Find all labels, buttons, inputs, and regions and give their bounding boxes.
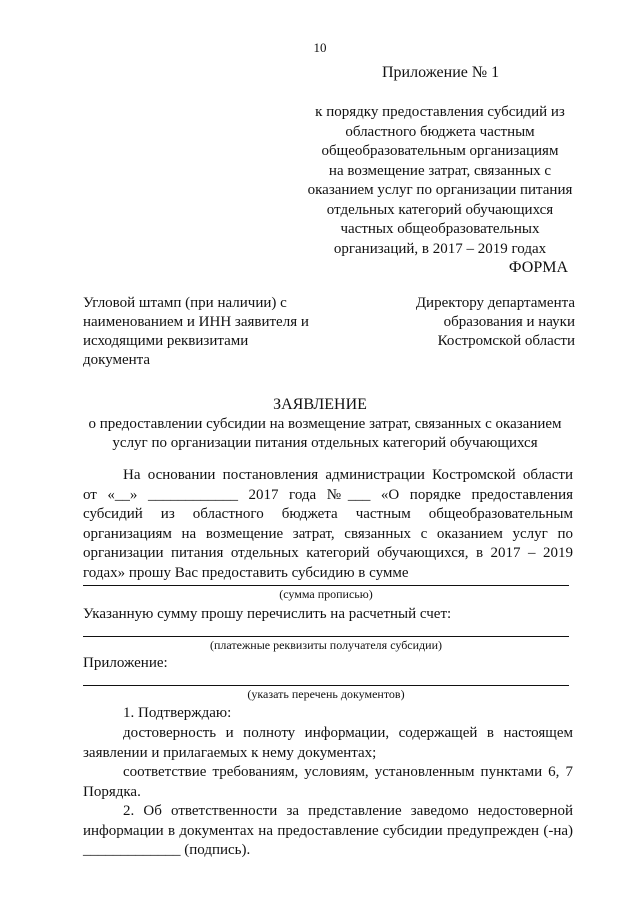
appendix-line: на возмещение затрат, связанных с [328, 162, 552, 179]
appendix-line: оказанием услуг по организации питания [307, 182, 573, 198]
main-paragraph: На основании постановления администрации Костромской области от «__» ____________ 2017 года №___ «О порядке предоставления субсидий из областного бюджета частным общеобразовательным организациям на возмещение затрат, связанных с оказанием услуг по организации питания отдельных категорий обучающихся, в 2017 – 2019 годах» прошу Вас предоставить субсидию в сумме [83, 467, 573, 581]
attachment-label: Приложение: [83, 655, 168, 671]
appendix-line: частных общеобразовательных [340, 221, 540, 237]
confirm-item-1: достоверность и полноту информации, содержащей в настоящем заявлении и прилагаемых к нему документах; [83, 725, 573, 761]
amount-caption: (сумма прописью) [279, 587, 373, 601]
addressee-line: Директору департамента [415, 295, 575, 311]
form-label: ФОРМА [508, 259, 568, 276]
confirm-item-2: соответствие требованиям, условиям, установленным пунктами 6, 7 Порядка. [83, 764, 573, 800]
stamp-line: наименованием и ИНН заявителя и [83, 314, 309, 330]
stamp-line: исходящими реквизитами [83, 333, 249, 349]
statement-title: ЗАЯВЛЕНИЕ [273, 396, 367, 413]
statement-subtitle [80, 415, 570, 453]
addressee-block [390, 294, 575, 351]
bank-caption: (платежные реквизиты получателя субсидии) [210, 638, 442, 652]
documents-caption: (указать перечень документов) [247, 687, 405, 701]
bank-details-line [83, 636, 569, 637]
addressee-line: Костромской области [437, 333, 575, 349]
documents-line [83, 685, 569, 686]
confirm-heading: 1. Подтверждаю: [123, 705, 232, 721]
appendix-description [290, 103, 590, 259]
stamp-line: документа [83, 352, 151, 368]
addressee-line: образования и науки [443, 314, 575, 330]
appendix-line: областного бюджета частным [345, 123, 535, 140]
statement-subtitle-line: о предоставлении субсидии на возмещение затрат, связанных с оказанием [88, 416, 562, 432]
transfer-request: Указанную сумму прошу перечислить на расчетный счет: [83, 606, 452, 622]
appendix-line: к порядку предоставления субсидий из [315, 104, 565, 120]
responsibility-paragraph: 2. Об ответственности за представление заведомо недостоверной информации в документах на предоставление субсидии предупрежден (-на) _____________ (подпись). [83, 803, 573, 858]
amount-line [83, 585, 569, 586]
stamp-block [83, 294, 343, 370]
appendix-line: общеобразовательным организациям [321, 143, 559, 159]
appendix-line: отдельных категорий обучающихся [326, 201, 554, 218]
appendix-line: организаций, в 2017 – 2019 годах [333, 240, 547, 257]
page-number: 10 [313, 40, 327, 55]
stamp-line: Угловой штамп (при наличии) с [83, 295, 287, 311]
statement-subtitle-line: услуг по организации питания отдельных категорий обучающихся [112, 435, 538, 451]
appendix-title: Приложение № 1 [382, 64, 500, 81]
